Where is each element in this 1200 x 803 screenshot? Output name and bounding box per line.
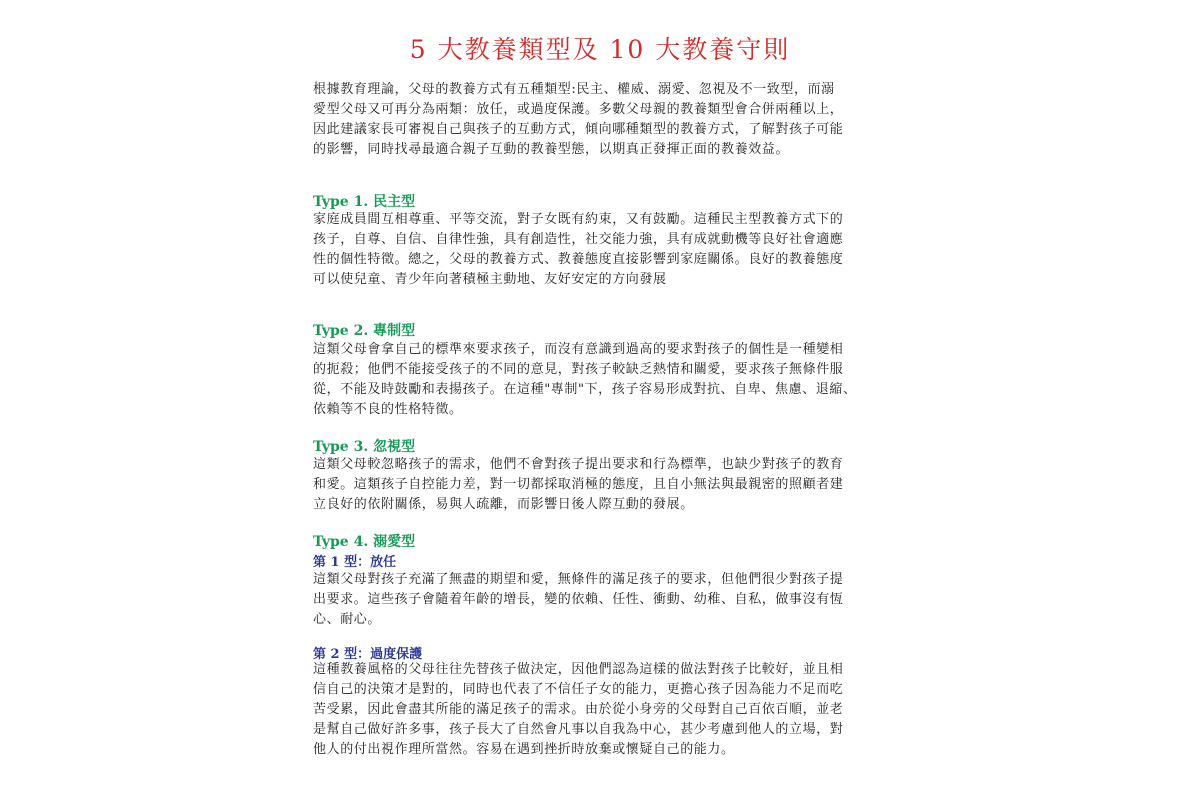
type4-sub2-line: 是幫自己做好許多事，孩子長大了自然會凡事以自我為中心，甚少考慮到他人的立場，對 — [313, 722, 844, 737]
type2-paragraph — [313, 340, 913, 420]
intro-line: 愛型父母又可再分為兩類：放任，或過度保護。多數父母親的教養類型會合併兩種以上， — [313, 102, 844, 117]
type1-heading: Type 1. 民主型 — [313, 194, 416, 210]
type4-sub2-line: 這種教養風格的父母往往先替孩子做決定，因他們認為這樣的做法對孩子比較好，並且相 — [313, 662, 844, 677]
type4-sub2-paragraph — [313, 660, 913, 760]
type2-line: 從，不能及時鼓勵和表揚孩子。在這種"專制"下，孩子容易形成對抗、自卑、焦慮、退縮、 — [313, 382, 857, 397]
type1-line: 性的個性特徵。總之，父母的教養方式、教養態度直接影響到家庭關係。良好的教養態度 — [313, 252, 844, 267]
type4-sub1-heading: 第 1 型：放任 — [313, 555, 397, 570]
type2-line: 這類父母會拿自己的標準來要求孩子，而沒有意識到過高的要求對孩子的個性是一種變相 — [313, 342, 844, 357]
intro-line: 因此建議家長可審視自己與孩子的互動方式，傾向哪種類型的教養方式，了解對孩子可能 — [313, 122, 844, 137]
type4-sub1-line: 出要求。這些孩子會隨着年齡的增長，變的依賴、任性、衝動、幼稚、自私，做事沒有恆 — [313, 592, 844, 607]
intro-line: 的影響，同時找尋最適合親子互動的教養型態，以期真正發揮正面的教養效益。 — [313, 142, 790, 157]
type4-sub2-line: 苦受累，因此會盡其所能的滿足孩子的需求。由於從小身旁的父母對自己百依百順，並老 — [313, 702, 844, 717]
page-title: 5 大教養類型及 10 大教養守則 — [409, 35, 791, 64]
type3-line: 這類父母較忽略孩子的需求，他們不會對孩子提出要求和行為標準，也缺少對孩子的教育 — [313, 457, 844, 472]
intro-paragraph — [313, 80, 913, 160]
type1-paragraph — [313, 210, 913, 290]
type3-line: 立良好的依附關係，易與人疏離，而影響日後人際互動的發展。 — [313, 497, 694, 512]
type2-line: 的扼殺；他們不能接受孩子的不同的意見，對孩子較缺乏熱情和關愛，要求孩子無條件服 — [313, 362, 844, 377]
type1-line: 孩子，自尊、自信、自律性強，具有創造性，社交能力強，具有成就動機等良好社會適應 — [313, 232, 844, 247]
type4-sub1-line: 心、耐心。 — [313, 612, 382, 627]
type4-sub2-line: 信自己的決策才是對的，同時也代表了不信任子女的能力，更擔心孩子因為能力不足而吃 — [313, 682, 844, 697]
type2-heading: Type 2. 專制型 — [313, 323, 416, 339]
type4-sub1-line: 這類父母對孩子充滿了無盡的期望和愛，無條件的滿足孩子的要求，但他們很少對孩子提 — [313, 572, 844, 587]
type3-line: 和愛。這類孩子自控能力差，對一切都採取消極的態度，且自小無法與最親密的照顧者建 — [313, 477, 844, 492]
type1-line: 可以使兒童、青少年向著積極主動地、友好安定的方向發展 — [313, 272, 667, 287]
type4-sub2-heading: 第 2 型：過度保護 — [313, 647, 423, 662]
type1-line: 家庭成員間互相尊重、平等交流，對子女既有約束，又有鼓勵。這種民主型教養方式下的 — [313, 212, 844, 227]
intro-line: 根據教育理論，父母的教養方式有五種類型:民主、權威、溺愛、忽視及不一致型，而溺 — [313, 82, 835, 97]
type4-sub1-paragraph — [313, 570, 913, 630]
type4-heading: Type 4. 溺愛型 — [313, 534, 416, 550]
type3-paragraph — [313, 455, 913, 515]
type4-sub2-line: 他人的付出視作理所當然。容易在遇到挫折時放棄或懷疑自己的能力。 — [313, 742, 735, 757]
type3-heading: Type 3. 忽視型 — [313, 439, 416, 455]
type2-line: 依賴等不良的性格特徵。 — [313, 402, 463, 417]
